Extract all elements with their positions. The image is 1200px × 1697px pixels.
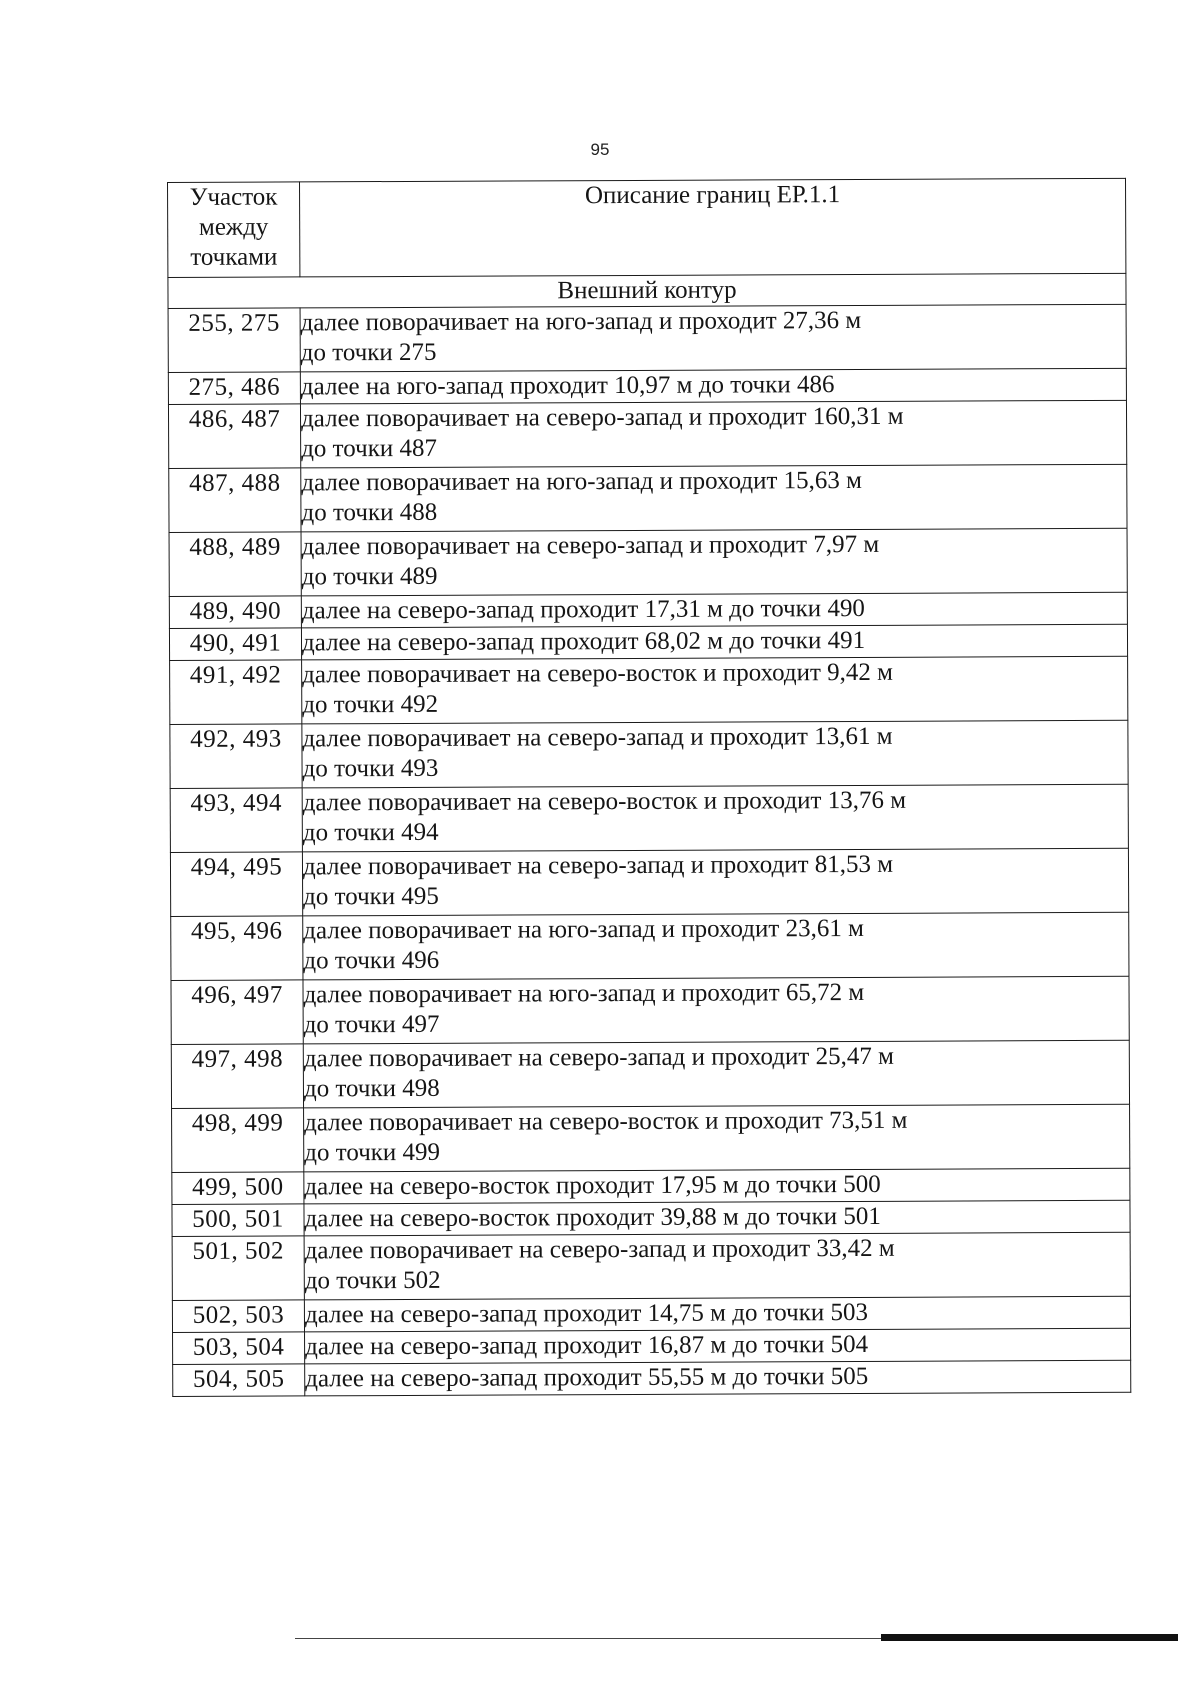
description-line-2: до точки 492 (302, 690, 439, 719)
section-title: Внешний контур (168, 273, 1126, 308)
description-cell (302, 720, 1128, 788)
description-line-2: до точки 493 (302, 754, 439, 783)
table-row (170, 656, 1128, 724)
segment-cell: 489, 490 (169, 596, 301, 629)
description-cell (303, 976, 1129, 1044)
segment-cell: 486, 487 (168, 404, 300, 469)
boundary-description-table (167, 178, 1131, 1397)
table-row (168, 400, 1126, 468)
description-line-1: далее поворачивает на северо-запад и проходит 81,53 м (302, 850, 894, 881)
table-row (171, 912, 1129, 980)
table-row (169, 464, 1127, 532)
description-line-1: далее на северо-запад проходит 68,02 м до точки 491 (301, 626, 866, 657)
segment-cell: 503, 504 (173, 1332, 305, 1365)
description-cell (301, 464, 1127, 532)
description-cell (303, 1040, 1129, 1108)
description-line-1: далее на северо-запад проходит 17,31 м до точки 490 (301, 594, 865, 625)
segment-cell: 498, 499 (172, 1108, 304, 1173)
description-line-2: до точки 489 (301, 562, 438, 591)
description-line-1: далее на северо-запад проходит 55,55 м до точки 505 (305, 1362, 869, 1393)
table-row (169, 592, 1127, 628)
description-cell (301, 528, 1127, 596)
description-line-1: далее на юго-запад проходит 10,97 м до точки 486 (300, 371, 835, 401)
description-line-1: далее поворачивает на северо-запад и проходит 13,61 м (302, 722, 893, 753)
table-row (168, 368, 1126, 404)
table-row (172, 1296, 1130, 1332)
description-line-1: далее на северо-запад проходит 14,75 м до точки 503 (304, 1298, 869, 1329)
description-line-2: до точки 495 (303, 882, 439, 911)
table-row (171, 976, 1129, 1044)
description-cell (300, 304, 1126, 372)
description-cell (305, 1360, 1131, 1396)
description-cell (304, 1296, 1130, 1332)
description-line-1: далее поворачивает на северо-запад и проходит 7,97 м (301, 530, 880, 561)
table-row (168, 304, 1126, 372)
table-row (172, 1200, 1130, 1236)
description-line-1: далее поворачивает на юго-запад и проходит 27,36 м (300, 306, 862, 337)
segment-cell: 494, 495 (170, 852, 302, 917)
description-cell (305, 1328, 1131, 1364)
segment-cell: 492, 493 (170, 724, 302, 789)
segment-cell: 493, 494 (170, 788, 302, 853)
description-cell (300, 400, 1126, 468)
description-cell (302, 848, 1128, 916)
description-line-2: до точки 499 (304, 1138, 441, 1167)
segment-cell: 502, 503 (172, 1300, 304, 1333)
table-row (170, 784, 1128, 852)
description-cell (304, 1168, 1130, 1204)
description-line-1: далее поворачивает на северо-восток и проходит 73,51 м (304, 1106, 908, 1137)
description-line-2: до точки 275 (300, 338, 437, 367)
description-line-2: до точки 502 (304, 1266, 441, 1295)
description-line-1: далее поворачивает на юго-запад и проходит 23,61 м (303, 914, 864, 945)
table-row (172, 1232, 1130, 1300)
segment-cell: 487, 488 (169, 468, 301, 533)
description-line-2: до точки 498 (303, 1074, 440, 1103)
segment-cell: 504, 505 (173, 1364, 305, 1397)
table-row (173, 1328, 1131, 1364)
description-line-2: до точки 494 (302, 818, 439, 847)
description-line-1: далее поворачивает на северо-запад и проходит 160,31 м (300, 402, 904, 433)
description-cell (304, 1232, 1130, 1300)
page-number: 95 (590, 140, 610, 159)
description-line-2: до точки 488 (301, 498, 438, 527)
description-cell (304, 1104, 1130, 1172)
description-line-2: до точки 496 (303, 946, 440, 975)
description-line-1: далее на северо-запад проходит 16,87 м до точки 504 (305, 1330, 869, 1361)
footer-rule-thick (881, 1634, 1178, 1641)
description-line-2: до точки 487 (301, 434, 438, 463)
segment-cell: 496, 497 (171, 980, 303, 1045)
segment-cell: 495, 496 (171, 916, 303, 981)
segment-cell: 500, 501 (172, 1204, 304, 1237)
header-segment: Участок между точками (168, 182, 300, 278)
description-line-1: далее поворачивает на юго-запад и проходит 15,63 м (301, 466, 862, 497)
segment-cell: 501, 502 (172, 1236, 304, 1301)
description-line-1: далее поворачивает на северо-запад и проходит 25,47 м (303, 1042, 894, 1073)
description-cell (300, 368, 1126, 404)
segment-cell: 499, 500 (172, 1172, 304, 1205)
segment-cell: 255, 275 (168, 308, 300, 373)
segment-cell: 491, 492 (170, 660, 302, 725)
description-line-1: далее поворачивает на северо-восток и проходит 9,42 м (302, 658, 894, 689)
header-description: Описание границ ЕР.1.1 (300, 178, 1126, 277)
description-cell (302, 656, 1128, 724)
table-row (170, 848, 1128, 916)
footer-rule-thin (295, 1638, 881, 1639)
description-line-1: далее на северо-восток проходит 17,95 м до точки 500 (304, 1170, 881, 1201)
table-row (169, 624, 1127, 660)
table-row (173, 1360, 1131, 1396)
description-cell (301, 592, 1127, 628)
segment-cell: 490, 491 (169, 628, 301, 661)
description-cell (304, 1200, 1130, 1236)
segment-cell: 488, 489 (169, 532, 301, 597)
description-line-1: далее поворачивает на северо-восток и проходит 13,76 м (302, 786, 907, 817)
description-line-1: далее поворачивает на юго-запад и проходит 65,72 м (303, 978, 865, 1009)
description-line-1: далее поворачивает на северо-запад и проходит 33,42 м (304, 1234, 895, 1265)
segment-cell: 497, 498 (171, 1044, 303, 1109)
table-row (172, 1104, 1130, 1172)
description-line-2: до точки 497 (303, 1010, 440, 1039)
table-row (170, 720, 1128, 788)
description-cell (301, 624, 1127, 660)
table-row (171, 1040, 1129, 1108)
description-cell (303, 912, 1129, 980)
segment-cell: 275, 486 (168, 372, 300, 405)
description-cell (302, 784, 1128, 852)
table-row (172, 1168, 1130, 1204)
description-line-1: далее на северо-восток проходит 39,88 м до точки 501 (304, 1202, 881, 1233)
table-row (169, 528, 1127, 596)
